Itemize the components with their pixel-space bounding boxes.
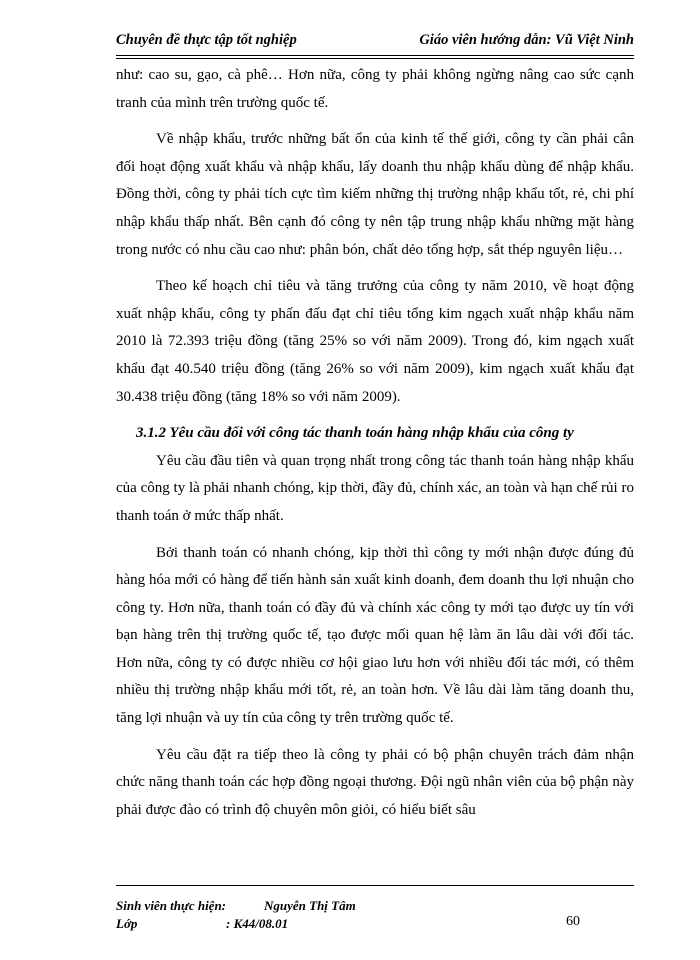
paragraph-first-requirement: Yêu cầu đầu tiên và quan trọng nhất trong công tác thanh toán hàng nhập khẩu của công ty là phải nhanh chóng, kịp thời, đầy đủ, chính xác, an toàn và hạn chế rủi ro thanh toán ở mức thấp nhất.	[116, 452, 634, 524]
page-header	[116, 32, 634, 56]
student-label: Sinh viên thực hiện:	[116, 898, 227, 913]
class-label: Lớp	[116, 916, 138, 931]
paragraph-reasons: Bởi thanh toán có nhanh chóng, kịp thời thì công ty mới nhận được đúng đủ hàng hóa mới có hàng để tiến hành sản xuất kinh doanh, đem doanh thu lợi nhuận cho công ty. Hơn nữa, thanh toán có đầy đủ và chính xác công ty mới tạo được uy tín với bạn hàng trên thị trường quốc tế, tạo được mối quan hệ làm ăn lâu dài với đối tác. Hơn nữa, công ty có được nhiều cơ hội giao lưu hơn với nhiều đối tác mới, có thêm nhiều thị trường nhập khẩu mới tốt, rẻ, an toàn hơn. Về lâu dài làm tăng doanh thu, tăng lợi nhuận và uy tín của công ty trên trường quốc tế.	[116, 544, 634, 727]
page-number: 60	[566, 914, 580, 929]
footer-rule	[116, 885, 634, 886]
header-rule-top	[116, 55, 634, 56]
header-rule-bottom	[116, 58, 634, 59]
page-body	[116, 62, 634, 833]
class-value: : K44/08.01	[226, 916, 289, 931]
paragraph-plan-2010: Theo kế hoạch chỉ tiêu và tăng trưởng của công ty năm 2010, về hoạt động xuất nhập khẩu, công ty phấn đấu đạt chỉ tiêu tổng kim ngạch xuất nhập khẩu năm 2010 là 72.393 triệu đồng (tăng 25% so với năm 2009). Trong đó, kim ngạch xuất khẩu đạt 40.540 triệu đồng (tăng 26% so với năm 2009), kim ngạch xuất khẩu đạt 30.438 triệu đồng (tăng 18% so với năm 2009).	[116, 278, 634, 405]
header-title: Chuyên đề thực tập tốt nghiệp	[116, 32, 297, 48]
paragraph-continued: như: cao su, gạo, cà phê… Hơn nữa, công ty phải không ngừng nâng cao sức cạnh tranh của mình trên trường quốc tế.	[116, 67, 634, 111]
student-name: Nguyễn Thị Tâm	[264, 898, 356, 913]
section-heading: 3.1.2 Yêu cầu đối với công tác thanh toán hàng nhập khẩu của công ty	[136, 425, 574, 442]
paragraph-second-requirement: Yêu cầu đặt ra tiếp theo là công ty phải có bộ phận chuyên trách đảm nhận chức năng thanh toán các hợp đồng ngoại thương. Đội ngũ nhân viên của bộ phận này phải được đào có trình độ chuyên môn giỏi, có hiểu biết sâu	[116, 746, 634, 818]
page-footer	[116, 898, 634, 934]
header-supervisor: Giáo viên hướng dẫn: Vũ Việt Ninh	[419, 32, 634, 48]
paragraph-import: Về nhập khẩu, trước những bất ổn của kinh tế thế giới, công ty cần phải cân đối hoạt động xuất khẩu và nhập khẩu, lấy doanh thu nhập khẩu dùng để nhập khẩu. Đồng thời, công ty phải tích cực tìm kiếm những thị trường nhập khẩu tốt, rẻ, chi phí nhập khẩu thấp nhất. Bên cạnh đó công ty nên tập trung nhập khẩu những mặt hàng trong nước có nhu cầu cao như: phân bón, chất dẻo tổng hợp, sắt thép nguyên liệu…	[116, 131, 634, 258]
